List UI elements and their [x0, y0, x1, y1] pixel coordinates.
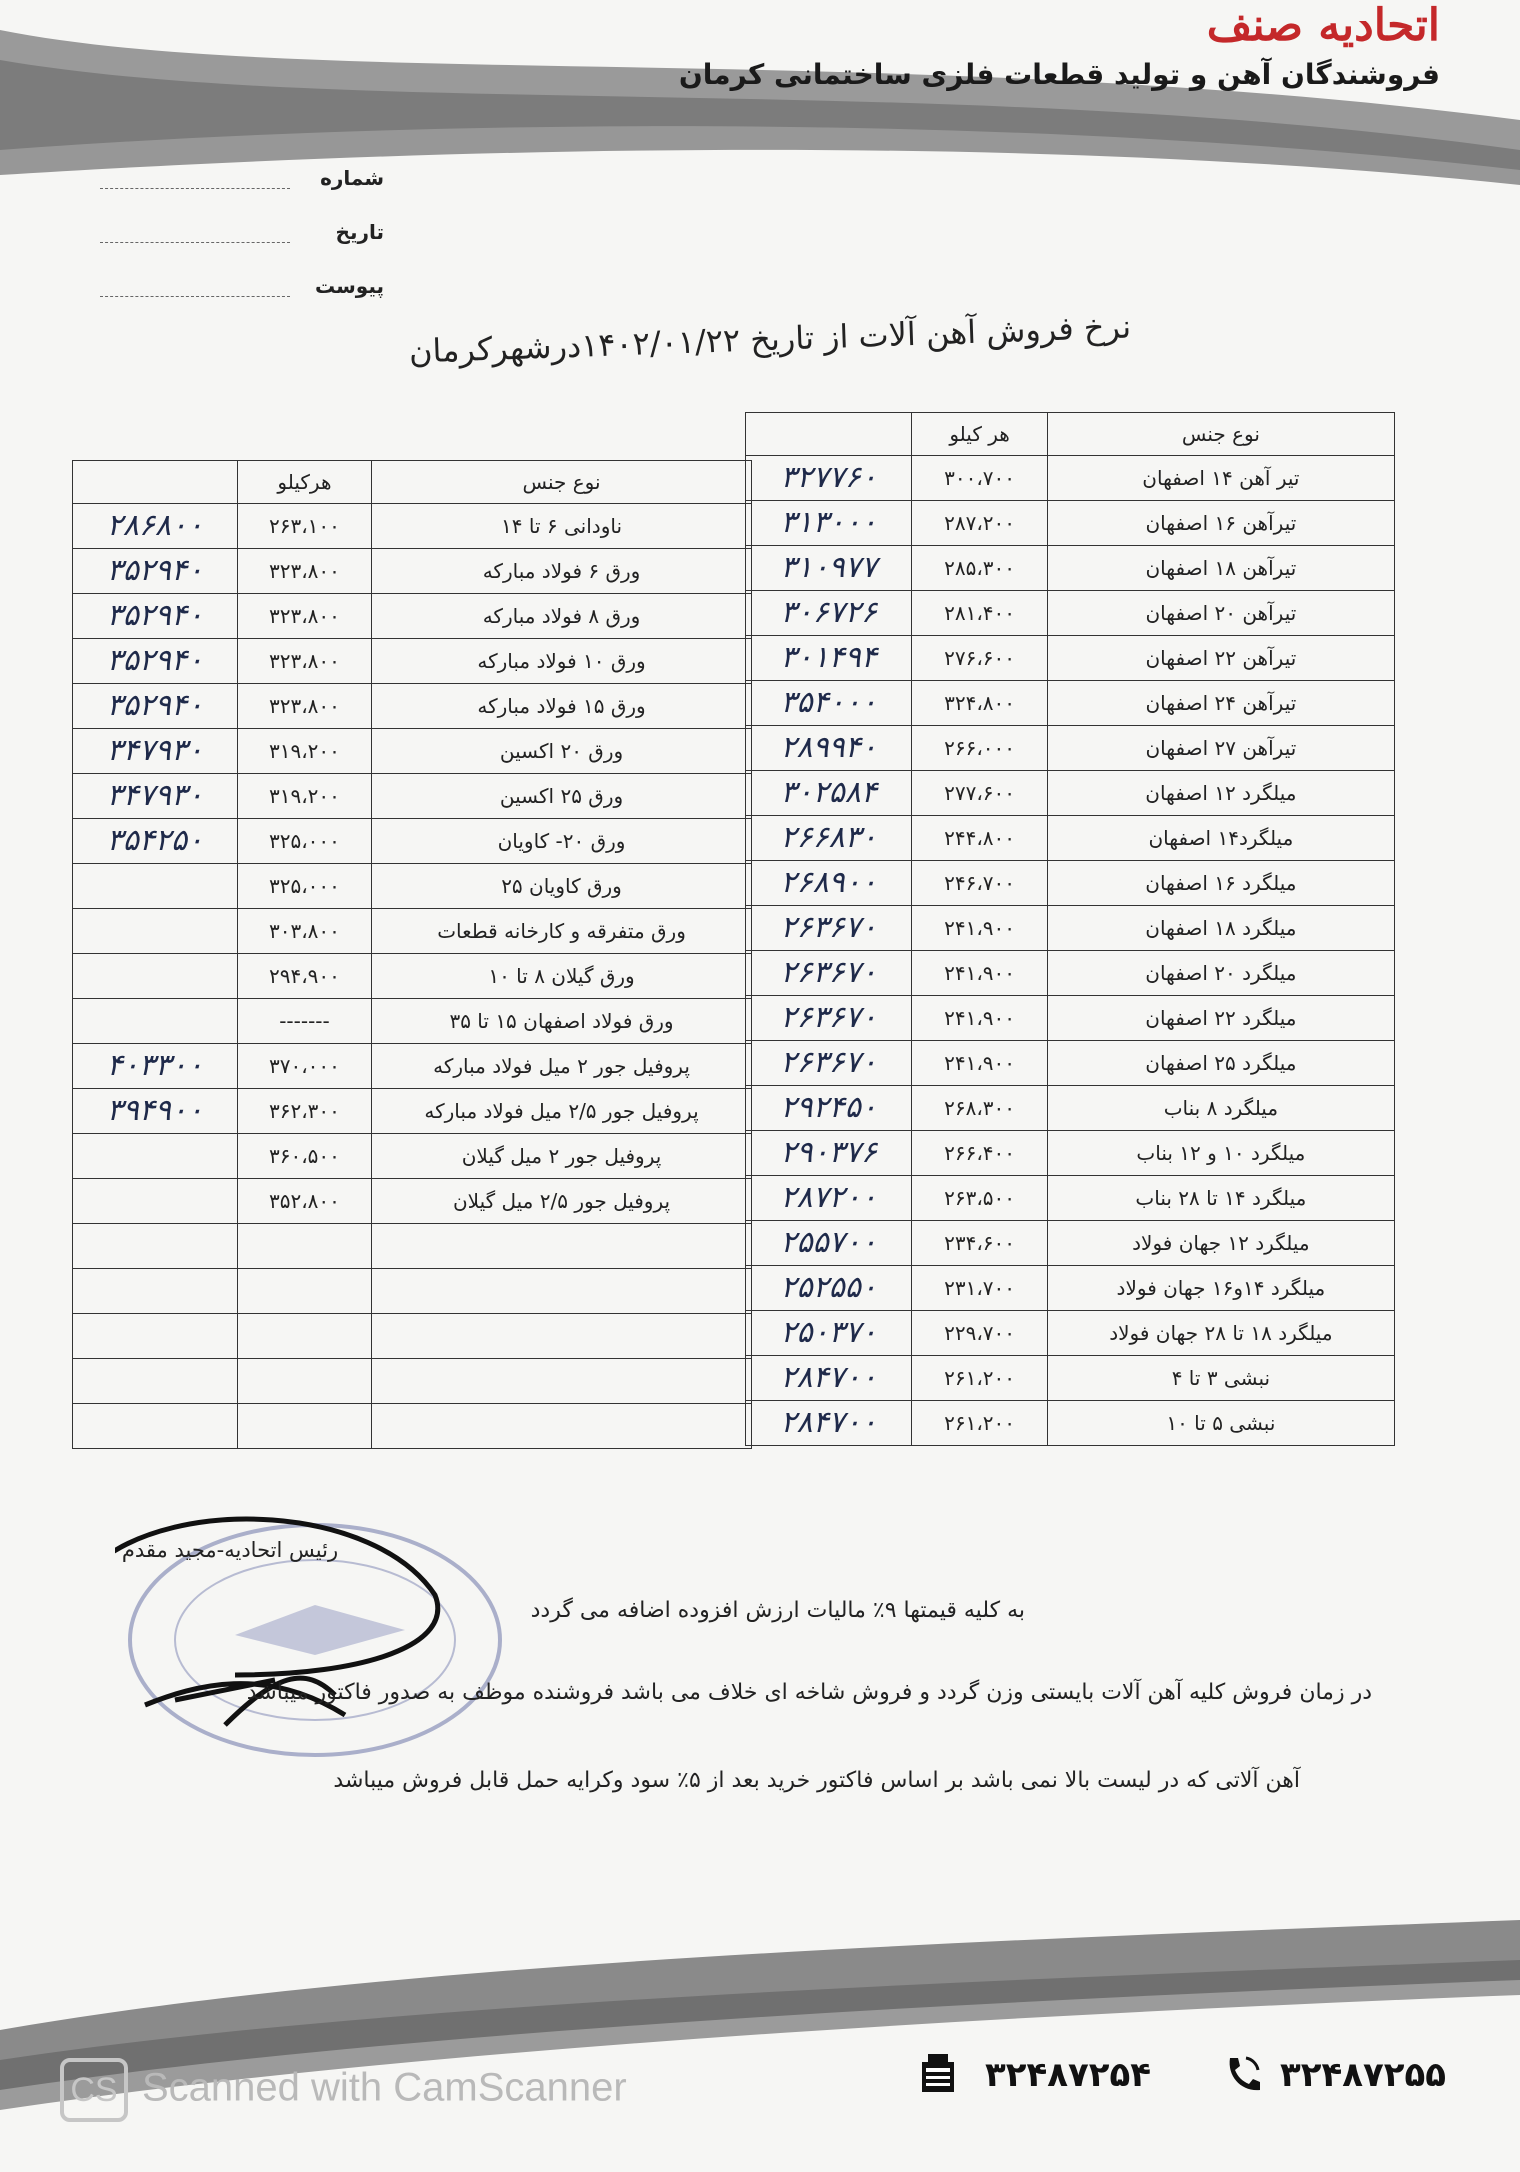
item-price: ۲۶۱،۲۰۰: [912, 1356, 1047, 1401]
item-name: ورق کاویان ۲۵: [372, 864, 752, 909]
table-row: [73, 774, 752, 819]
item-name: میلگرد ۱۴و۱۶ جهان فولاد: [1047, 1266, 1394, 1311]
handwritten-price: ۳۵۲۹۴۰: [73, 639, 238, 684]
item-name: [372, 1404, 752, 1449]
item-price: ۳۲۳،۸۰۰: [237, 684, 371, 729]
camscanner-icon: CS: [60, 2058, 128, 2122]
item-price: ۲۶۱،۲۰۰: [912, 1401, 1047, 1446]
item-name: میلگرد ۱۸ تا ۲۸ جهان فولاد: [1047, 1311, 1394, 1356]
table-row: [746, 1131, 1395, 1176]
brand-subtitle: فروشندگان آهن و تولید قطعات فلزی ساختمانی کرمان: [678, 58, 1440, 91]
table-row: [746, 1311, 1395, 1356]
table-row: [746, 816, 1395, 861]
table-row: [746, 771, 1395, 816]
item-name: میلگرد ۱۲ اصفهان: [1047, 771, 1394, 816]
item-name: ورق گیلان ۸ تا ۱۰: [372, 954, 752, 999]
table-row: [746, 591, 1395, 636]
item-price: ۲۷۷،۶۰۰: [912, 771, 1047, 816]
table-row: [746, 456, 1395, 501]
handwritten-price: ۳۹۴۹۰۰: [73, 1089, 238, 1134]
handwritten-price: [73, 1224, 238, 1269]
camscanner-watermark: [60, 2058, 627, 2122]
table-row: [73, 639, 752, 684]
table-row: [73, 729, 752, 774]
item-name: تیرآهن ۲۲ اصفهان: [1047, 636, 1394, 681]
item-price: [237, 1269, 371, 1314]
item-price: ۲۲۹،۷۰۰: [912, 1311, 1047, 1356]
handwritten-price: ۲۸۴۷۰۰: [746, 1356, 912, 1401]
item-name: میلگرد ۱۴ تا ۲۸ بناب: [1047, 1176, 1394, 1221]
handwritten-price: ۴۰۳۳۰۰: [73, 1044, 238, 1089]
item-price: ۲۴۶،۷۰۰: [912, 861, 1047, 906]
header-name: نوع جنس: [1047, 413, 1394, 456]
handwritten-price: ۲۶۳۶۷۰: [746, 951, 912, 996]
table-row: [746, 1221, 1395, 1266]
handwritten-price: ۲۹۲۴۵۰: [746, 1086, 912, 1131]
item-price: ۲۸۷،۲۰۰: [912, 501, 1047, 546]
item-price: ۳۷۰،۰۰۰: [237, 1044, 371, 1089]
table-row: [73, 999, 752, 1044]
handwritten-price: [73, 1404, 238, 1449]
item-name: ورق ۲۵ اکسین: [372, 774, 752, 819]
left-price-table: [72, 460, 752, 1449]
signer-name: رئیس اتحادیه-مجید مقدم: [121, 1538, 339, 1562]
handwritten-price: ۲۸۷۲۰۰: [746, 1176, 912, 1221]
item-price: -------: [237, 999, 371, 1044]
brand-title: اتحادیه صنف: [1206, 0, 1440, 51]
handwritten-price: ۳۱۳۰۰۰: [746, 501, 912, 546]
handwritten-price: ۲۸۹۹۴۰: [746, 726, 912, 771]
item-price: ۳۶۰،۵۰۰: [237, 1134, 371, 1179]
note-vat: به کلیه قیمتها ۹٪ مالیات ارزش افزوده اضافه می گردد: [530, 1598, 1025, 1623]
item-price: ۲۴۱،۹۰۰: [912, 996, 1047, 1041]
handwritten-price: ۲۹۰۳۷۶: [746, 1131, 912, 1176]
item-name: پروفیل جور ۲/۵ میل گیلان: [372, 1179, 752, 1224]
item-name: میلگرد ۱۸ اصفهان: [1047, 906, 1394, 951]
item-name: پروفیل جور ۲ میل فولاد مبارکه: [372, 1044, 752, 1089]
item-name: ورق ۱۵ فولاد مبارکه: [372, 684, 752, 729]
handwritten-price: [73, 1359, 238, 1404]
table-row: [73, 1179, 752, 1224]
item-price: [237, 1404, 371, 1449]
meta-label: پیوست: [314, 274, 384, 298]
item-name: میلگرد ۸ بناب: [1047, 1086, 1394, 1131]
item-name: [372, 1314, 752, 1359]
item-name: تیرآهن ۱۸ اصفهان: [1047, 546, 1394, 591]
item-name: تیرآهن ۱۶ اصفهان: [1047, 501, 1394, 546]
item-name: نبشی ۵ تا ۱۰: [1047, 1401, 1394, 1446]
note-weighing: در زمان فروش کلیه آهن آلات بایستی وزن گردد و فروش شاخه ای خلاف می باشد فروشنده موظف به صدور فاکتور میباشد: [246, 1680, 1372, 1705]
item-name: میلگرد ۲۲ اصفهان: [1047, 996, 1394, 1041]
item-name: میلگرد ۱۶ اصفهان: [1047, 861, 1394, 906]
item-price: ۲۴۱،۹۰۰: [912, 906, 1047, 951]
document-title: نرخ فروش آهن آلات از تاریخ ۱۴۰۲/۰۱/۲۲درشهرکرمان: [408, 307, 1132, 371]
item-price: ۲۳۱،۷۰۰: [912, 1266, 1047, 1311]
item-name: ورق ۱۰ فولاد مبارکه: [372, 639, 752, 684]
handwritten-price: ۳۰۱۴۹۴: [746, 636, 912, 681]
handwritten-price: ۲۵۲۵۵۰: [746, 1266, 912, 1311]
phone-icon: [1222, 2052, 1262, 2096]
item-name: ورق فولاد اصفهان ۱۵ تا ۳۵: [372, 999, 752, 1044]
item-price: ۳۲۵،۰۰۰: [237, 819, 371, 864]
meta-number: [100, 160, 400, 200]
item-name: میلگرد ۲۰ اصفهان: [1047, 951, 1394, 996]
handwritten-price: [73, 1179, 238, 1224]
handwritten-price: ۲۶۳۶۷۰: [746, 906, 912, 951]
table-row: [73, 1089, 752, 1134]
item-price: ۳۲۴،۸۰۰: [912, 681, 1047, 726]
item-price: ۲۹۴،۹۰۰: [237, 954, 371, 999]
meta-date: [100, 214, 400, 254]
item-price: ۳۱۹،۲۰۰: [237, 774, 371, 819]
table-row: [746, 861, 1395, 906]
item-price: ۲۶۸،۳۰۰: [912, 1086, 1047, 1131]
meta-label: شماره: [320, 166, 384, 190]
item-name: نبشی ۳ تا ۴: [1047, 1356, 1394, 1401]
header-per-kilo: هر کیلو: [912, 413, 1047, 456]
item-price: ۲۸۵،۳۰۰: [912, 546, 1047, 591]
handwritten-price: ۲۵۵۷۰۰: [746, 1221, 912, 1266]
handwritten-price: ۳۲۷۷۶۰: [746, 456, 912, 501]
table-row: [73, 864, 752, 909]
table-row: [746, 1176, 1395, 1221]
handwritten-price: ۳۵۴۲۵۰: [73, 819, 238, 864]
item-name: میلگرد ۱۲ جهان فولاد: [1047, 1221, 1394, 1266]
item-price: ۲۸۱،۴۰۰: [912, 591, 1047, 636]
meta-attachment: [100, 268, 400, 308]
handwritten-price: [73, 999, 238, 1044]
item-price: ۲۴۱،۹۰۰: [912, 1041, 1047, 1086]
table-row: [73, 1314, 752, 1359]
handwritten-price: [73, 1269, 238, 1314]
item-name: ورق ۲۰- کاویان: [372, 819, 752, 864]
meta-label: تاریخ: [335, 220, 384, 244]
handwritten-price: ۲۶۶۸۳۰: [746, 816, 912, 861]
table-row: [746, 1401, 1395, 1446]
handwritten-price: ۳۴۷۹۳۰: [73, 774, 238, 819]
header-name: نوع جنس: [372, 461, 752, 504]
handwritten-price: ۳۴۷۹۳۰: [73, 729, 238, 774]
table-row: [746, 636, 1395, 681]
item-name: پروفیل جور ۲/۵ میل فولاد مبارکه: [372, 1089, 752, 1134]
handwritten-price: ۲۶۳۶۷۰: [746, 996, 912, 1041]
item-price: ۲۴۱،۹۰۰: [912, 951, 1047, 996]
item-price: ۳۲۳،۸۰۰: [237, 594, 371, 639]
header-handwritten: [746, 413, 912, 456]
table-row: [73, 1224, 752, 1269]
item-price: ۳۰۳،۸۰۰: [237, 909, 371, 954]
handwritten-price: ۳۵۲۹۴۰: [73, 549, 238, 594]
table-row: [746, 726, 1395, 771]
fax-icon: [918, 2052, 958, 2096]
item-name: تیرآهن ۲۷ اصفهان: [1047, 726, 1394, 771]
table-row: [73, 549, 752, 594]
item-name: [372, 1359, 752, 1404]
table-row: [746, 1041, 1395, 1086]
item-price: ۳۰۰،۷۰۰: [912, 456, 1047, 501]
item-price: ۲۳۴،۶۰۰: [912, 1221, 1047, 1266]
table-row: [73, 594, 752, 639]
item-price: [237, 1359, 371, 1404]
handwritten-price: ۲۶۸۹۰۰: [746, 861, 912, 906]
item-name: میلگرد۱۴ اصفهان: [1047, 816, 1394, 861]
handwritten-price: [73, 864, 238, 909]
table-row: [746, 546, 1395, 591]
item-name: ورق ۸ فولاد مبارکه: [372, 594, 752, 639]
item-price: ۲۶۶،۴۰۰: [912, 1131, 1047, 1176]
item-price: [237, 1314, 371, 1359]
item-price: ۲۴۴،۸۰۰: [912, 816, 1047, 861]
item-price: ۲۶۳،۱۰۰: [237, 504, 371, 549]
item-name: تیر آهن ۱۴ اصفهان: [1047, 456, 1394, 501]
camscanner-text: Scanned with CamScanner: [142, 2065, 627, 2110]
item-price: ۳۵۲،۸۰۰: [237, 1179, 371, 1224]
table-row: [746, 1086, 1395, 1131]
table-row: [746, 501, 1395, 546]
item-price: ۲۷۶،۶۰۰: [912, 636, 1047, 681]
handwritten-price: ۳۵۲۹۴۰: [73, 684, 238, 729]
table-row: [746, 681, 1395, 726]
handwritten-price: ۳۵۲۹۴۰: [73, 594, 238, 639]
item-price: ۳۲۵،۰۰۰: [237, 864, 371, 909]
item-price: ۳۲۳،۸۰۰: [237, 639, 371, 684]
item-price: ۲۶۶،۰۰۰: [912, 726, 1047, 771]
item-price: ۲۶۳،۵۰۰: [912, 1176, 1047, 1221]
table-row: [746, 996, 1395, 1041]
item-price: ۳۲۳،۸۰۰: [237, 549, 371, 594]
handwritten-price: [73, 1314, 238, 1359]
handwritten-price: [73, 909, 238, 954]
right-price-table: [745, 412, 1395, 1446]
table-row: [73, 1359, 752, 1404]
item-price: ۳۶۲،۳۰۰: [237, 1089, 371, 1134]
table-row: [746, 906, 1395, 951]
phone-number: ۳۲۴۸۷۲۵۵: [1280, 2055, 1447, 2095]
handwritten-price: [73, 1134, 238, 1179]
handwritten-price: ۳۱۰۹۷۷: [746, 546, 912, 591]
table-row: [73, 819, 752, 864]
handwritten-price: ۲۸۴۷۰۰: [746, 1401, 912, 1446]
fax-number: ۳۲۴۸۷۲۵۴: [985, 2055, 1152, 2095]
item-name: میلگرد ۲۵ اصفهان: [1047, 1041, 1394, 1086]
handwritten-price: ۲۵۰۳۷۰: [746, 1311, 912, 1356]
handwritten-price: ۲۶۳۶۷۰: [746, 1041, 912, 1086]
note-unlisted: آهن آلاتی که در لیست بالا نمی باشد بر اساس فاکتور خرید بعد از ۵٪ سود وکرایه حمل قابل فروش میباشد: [333, 1768, 1300, 1793]
item-price: ۳۱۹،۲۰۰: [237, 729, 371, 774]
table-row: [73, 1269, 752, 1314]
item-name: ورق متفرقه و کارخانه قطعات: [372, 909, 752, 954]
item-name: تیرآهن ۲۴ اصفهان: [1047, 681, 1394, 726]
table-row: [73, 684, 752, 729]
header-per-kilo: هرکیلو: [237, 461, 371, 504]
table-row: [73, 504, 752, 549]
item-price: [237, 1224, 371, 1269]
table-row: [73, 1134, 752, 1179]
handwritten-price: ۲۸۶۸۰۰: [73, 504, 238, 549]
item-name: ورق ۶ فولاد مبارکه: [372, 549, 752, 594]
item-name: ورق ۲۰ اکسین: [372, 729, 752, 774]
table-row: [73, 1044, 752, 1089]
item-name: میلگرد ۱۰ و ۱۲ بناب: [1047, 1131, 1394, 1176]
handwritten-price: ۳۰۲۵۸۴: [746, 771, 912, 816]
header-handwritten-left: [73, 461, 238, 504]
table-row: [73, 1404, 752, 1449]
handwritten-price: ۳۰۶۷۲۶: [746, 591, 912, 636]
item-name: [372, 1269, 752, 1314]
handwritten-price: ۳۵۴۰۰۰: [746, 681, 912, 726]
footer-swoosh: [0, 1900, 1520, 2172]
item-name: تیرآهن ۲۰ اصفهان: [1047, 591, 1394, 636]
item-name: ناودانی ۶ تا ۱۴: [372, 504, 752, 549]
table-row: [746, 951, 1395, 996]
table-row: [746, 1266, 1395, 1311]
item-name: [372, 1224, 752, 1269]
table-row: [746, 1356, 1395, 1401]
table-row: [73, 909, 752, 954]
item-name: پروفیل جور ۲ میل گیلان: [372, 1134, 752, 1179]
table-row: [73, 954, 752, 999]
handwritten-price: [73, 954, 238, 999]
